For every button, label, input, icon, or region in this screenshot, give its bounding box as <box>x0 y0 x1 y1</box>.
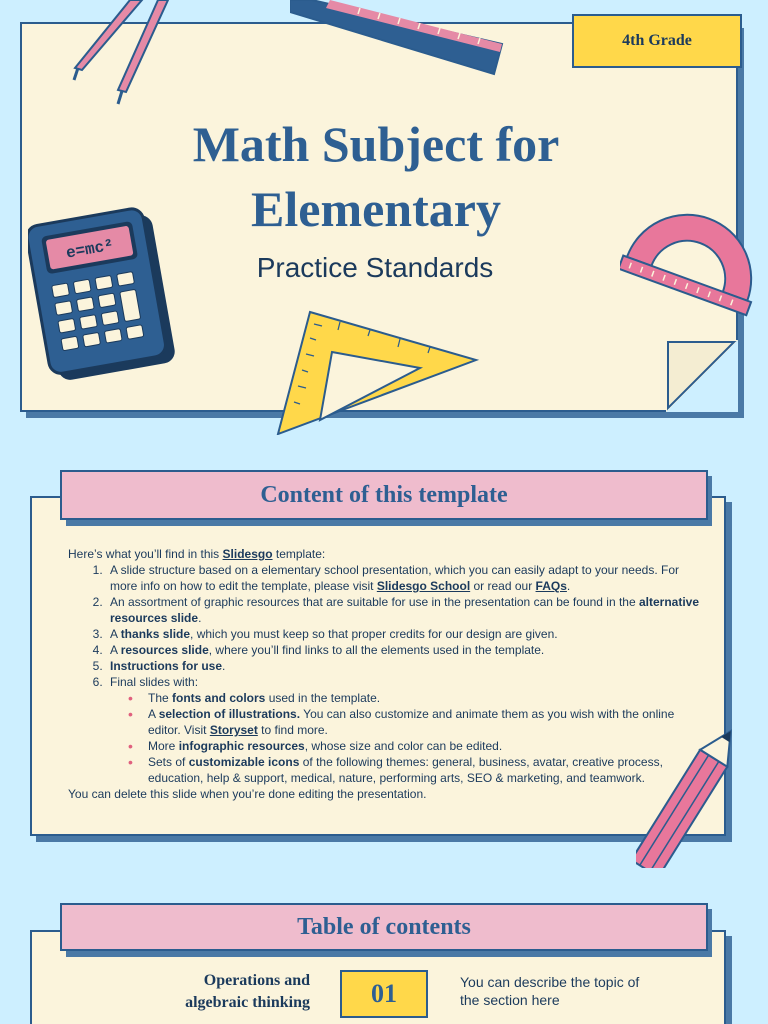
toc-section-number <box>340 970 428 1018</box>
list-item <box>106 594 708 626</box>
sub4-rest: of the following themes: general, business, avatar, creative process, education, help & support, medical, nature, performing arts, SEO & marketing, and teamwork. <box>148 755 663 785</box>
content-intro <box>68 546 708 562</box>
item1-mid: or read our <box>470 579 536 593</box>
content-list <box>68 562 708 786</box>
calculator-icon <box>28 205 178 385</box>
sub3-prefix: More <box>148 739 179 753</box>
sub1-bold: fonts and colors <box>172 691 266 705</box>
sublist-item <box>148 738 708 754</box>
sub2-end: to find more. <box>257 723 328 737</box>
intro-suffix: template: <box>272 547 326 561</box>
page-fold-corner <box>666 340 738 412</box>
content-sublist <box>110 690 708 786</box>
item5-end: . <box>222 659 226 673</box>
compass-icon <box>70 0 170 110</box>
list-item <box>106 642 708 658</box>
content-heading: Content of this template <box>260 481 508 508</box>
toc-banner <box>60 903 708 951</box>
sub3-bold: infographic resources <box>178 739 305 753</box>
ruler-icon <box>290 0 510 80</box>
list-item <box>106 658 708 674</box>
slidesgo-link[interactable]: Slidesgo <box>222 547 273 561</box>
sub1-rest: used in the template. <box>265 691 381 705</box>
content-body <box>68 546 708 802</box>
item5-bold: Instructions for use <box>110 659 223 673</box>
sub2-prefix: A <box>148 707 159 721</box>
sub3-rest: , whose size and color can be edited. <box>304 739 503 753</box>
item6-text: Final slides with: <box>110 675 199 689</box>
item3-rest: , which you must keep so that proper credits for our design are given. <box>190 627 558 641</box>
grade-badge <box>572 14 742 68</box>
toc-section-name-line1: Operations and <box>203 972 310 989</box>
item4-prefix: A <box>110 643 121 657</box>
item1-text: A slide structure based on a elementary school presentation, which you can easily adapt to your needs. For more info on how to edit the template, please visit <box>110 563 679 593</box>
list-item <box>106 626 708 642</box>
item3-bold: thanks slide <box>120 627 191 641</box>
sub4-prefix: Sets of <box>148 755 189 769</box>
sublist-item <box>148 754 708 786</box>
cover-subtitle: Practice Standards <box>256 252 494 283</box>
slidesgo-school-link[interactable]: Slidesgo School <box>376 579 471 593</box>
cover-title-line1: Math Subject for <box>192 116 560 172</box>
sublist-item <box>148 706 708 738</box>
item2-bold: alternative resources slide <box>110 595 700 625</box>
storyset-link[interactable]: Storyset <box>209 723 258 737</box>
item3-prefix: A <box>110 627 121 641</box>
item4-rest: , where you’ll find links to all the elements used in the template. <box>208 643 545 657</box>
sub2-rest: You can also customize and animate them as you wish with the online editor. Visit <box>148 707 675 737</box>
toc-heading: Table of contents <box>297 913 471 940</box>
item4-bold: resources slide <box>120 643 209 657</box>
intro-text: Here’s what you’ll find in this <box>68 547 223 561</box>
list-item <box>106 674 708 786</box>
calculator-display: e=mc² <box>64 236 116 263</box>
sub1-prefix: The <box>148 691 173 705</box>
sub4-bold: customizable icons <box>188 755 300 769</box>
item2-text: An assortment of graphic resources that are suitable for use in the presentation can be found in the <box>110 595 639 609</box>
list-item <box>106 562 708 594</box>
item1-end: . <box>566 579 571 593</box>
faqs-link[interactable]: FAQs <box>535 579 567 593</box>
sublist-item <box>148 690 708 706</box>
sub2-bold: selection of illustrations. <box>158 707 301 721</box>
item2-end: . <box>198 611 202 625</box>
toc-section-name-line2: algebraic thinking <box>185 994 310 1011</box>
set-square-icon <box>270 310 485 435</box>
cover-title-line2: Elementary <box>251 181 501 237</box>
grade-label: 4th Grade <box>622 32 692 49</box>
content-banner <box>60 470 708 520</box>
pencil-icon <box>636 718 748 868</box>
protractor-icon <box>620 200 768 320</box>
toc-section-number-text: 01 <box>371 979 397 1008</box>
cover-title <box>120 112 632 242</box>
toc-section-desc: You can describe the topic of the section here <box>460 974 640 1008</box>
toc-section-name <box>150 970 310 1014</box>
content-closing: You can delete this slide when you’re done editing the presentation. <box>68 787 427 801</box>
